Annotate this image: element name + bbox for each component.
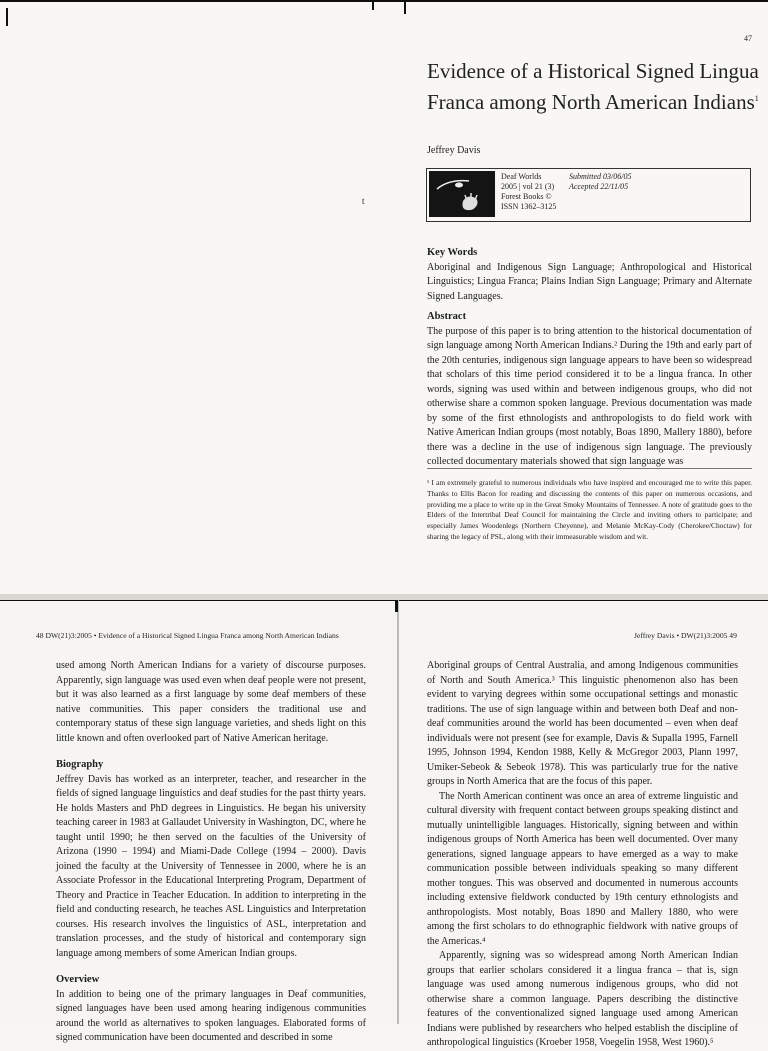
top-edge-rule [0,0,768,2]
right-paragraph-3: Apparently, signing was so widespread among North American Indian groups that earlier scholars considered it a lingua franca – that is, sign language was used among numerous indigenous groups, who did not otherwise share a common language. Papers describing the distinctive features of the conventionalized signed language used among American Indians were published by researchers who helped establish the discipline of anthropological linguistics (Kroeber 1958, Voegelin 1958, West 1960).⁵ [427,950,738,1048]
running-head-right: Jeffrey Davis • DW(21)3:2005 49 [634,631,737,640]
right-paragraph-1: Aboriginal groups of Central Australia, and among Indigenous communities of North and South America.³ This linguistic phenomenon also has been evident to varying degrees within some occupational settings and monastic traditions. The use of sign language within and between both Deaf and non-deaf communities around the world has been documented – even when deaf individuals were not present (see for example, Davis & Supalla 1995, Farnell 1995, Johnson 1994, Kendon 1988, Kelly & McGregor 2003, Plann 1997, Umiker-Sebeok & Sebeok 1978). This was particularly true for the native groups in North America that are the focus of this paper. [427,660,738,787]
journal-info-box [426,168,751,222]
abstract-heading: Abstract [427,311,467,322]
journal-volume: 2005 | vol 21 (3) [501,182,555,191]
page-number: 47 [744,34,752,43]
running-head-left: 48 DW(21)3:2005 • Evidence of a Historical Signed Lingua Franca among North American Indians [36,631,339,640]
stray-mark: t [362,196,365,206]
title-line-2: Franca among North American Indians [427,90,755,114]
left-column [56,659,366,1046]
title-note: 1 [754,94,759,103]
journal-logo [429,171,495,217]
biography-paragraph: Jeffrey Davis has worked as an interpreter, teacher, and researcher in the fields of signed language linguistics and deaf studies for the past thirty years. He holds Masters and PhD degrees in Linguistics. He began his university teaching career in 1983 at Gallaudet University in Washington, DC, where he taught until 1990; he then served on the faculties of the University of Arizona (1990 – 1994) and Miami-Dade College (1994 – 2000). Davis joined the faculty at the University of Tennessee in 2000, where he is an Associate Professor in the Educational Interpreting Program, Department of Theory and Practice in Teacher Education. In addition to interpreting in the field and conducting research, he teaches ASL Linguistics and Interpretation courses. His research involves the linguistics of ASL, interpretation and translation processes, and the study of historical and contemporary sign language among members of some American Indian groups. [56,773,366,959]
intro-paragraph: used among North American Indians for a variety of discourse purposes. Apparently, sign language was used even when deaf people were not present, but it was also learned as a first language by some deaf members of these native communities. This paper considers the traditional use and contemporary status of these sign language varieties, and sheds light on this little known and often overlooked part of Native American heritage. [56,660,366,744]
overview-heading: Overview [56,974,100,985]
accepted-date: Accepted 22/11/05 [569,182,629,191]
spine-line [397,600,399,1024]
keywords-text: Aboriginal and Indigenous Sign Language; Anthropological and Historical Linguistics; Lingua Franca; Plains Indian Sign Language; Primary and Alternate Signed Languages. [427,261,752,302]
bottom-top-rule [0,600,768,601]
title-line-1: Evidence of a Historical Signed Lingua [427,59,759,83]
submitted-date: Submitted 03/06/05 [569,172,632,181]
journal-details [501,172,556,212]
overview-paragraph: In addition to being one of the primary languages in Deaf communities, signed languages have been used among hearing indigenous communities around the world as alternatives to spoken languages. Elaborated forms of signed communication have been documented and described in some [56,988,366,1043]
submission-dates [569,172,631,192]
journal-name: Deaf Worlds [501,172,542,181]
journal-publisher: Forest Books © [501,192,552,201]
journal-issn: ISSN 1362–3125 [501,202,557,211]
biography-heading: Biography [56,759,104,770]
keywords-section [427,246,752,304]
paper-title [427,58,762,116]
abstract-text: The purpose of this paper is to bring attention to the historical documentation of sign language among North American Indians.² During the 19th and early part of the 20th centuries, indigenous sign language appears to have been so widespread that scholars of this time period considered it to be a lingua franca. In other words, signing was used within and between indigenous groups, who did not otherwise share a common spoken language. Previous documentation was made by some of the first ethnologists and anthropologists to do field work with Native American Indian groups (most notably, Boas 1890, Mallery 1880), before there was a decline in the use of indigenous sign language. The previously collected documentary materials showed that sign language was [427,325,752,467]
left-edge-mark [6,8,8,26]
author-name: Jeffrey Davis [427,145,481,156]
spine-mark [395,600,398,612]
right-paragraph-2: The North American continent was once an area of extreme linguistic and cultural diversity with frequent contact between groups speaking distinct and mutually unintelligible languages. Historically, signing between and within indigenous groups of North America has been well documented. Over many generations, signed language appears to have emerged as a way to make communication possible between individuals speaking so many different mother tongues. This was observed and documented in numerous accounts including extensive fieldwork conducted by 19th century ethnologists and anthropologists. Most notably, Boas 1890 and Mallery 1880, who were among the first scholars to do ethnographic fieldwork with native groups of the Americas.⁴ [427,790,738,947]
keywords-heading: Key Words [427,247,478,258]
right-column [427,659,738,1051]
gutter-mark-2 [404,0,406,14]
hand-logo-icon [429,171,495,217]
footnote-rule [427,468,752,469]
gutter-mark [372,0,374,10]
abstract-section [427,310,752,470]
footnote: ¹ I am extremely grateful to numerous individuals who have inspired and encouraged me to write this paper. Thanks to Ellis Bacon for reading and discussing the contents of this paper on numerous occasions, and providing me a place to write up in the Great Smoky Mountains of Tennessee. A note of gratitude goes to the Elders of the Intertribal Deaf Council for maintaining the Circle and inviting others to participate; and especially James Woodenlegs (Northern Cheyenne), and Melanie McKay-Cody (Cherokee/Choctaw) for sharing the legacy of PSL, along with their immeasurable wisdom and wit. [427,478,752,541]
